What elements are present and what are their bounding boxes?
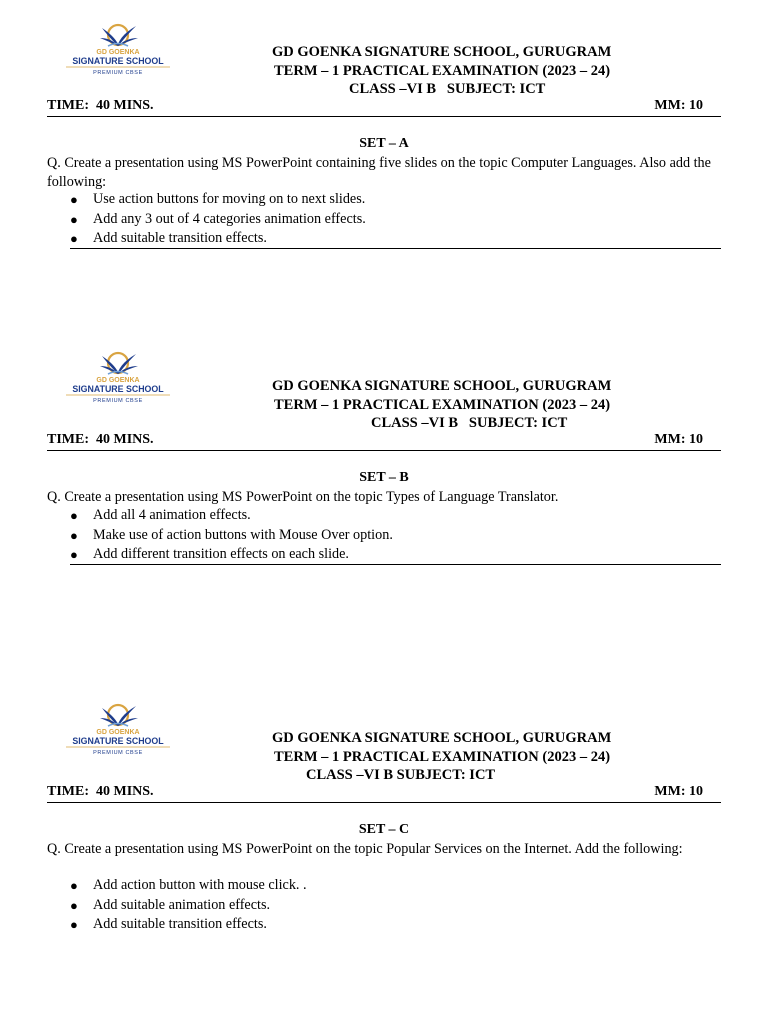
- bullet-icon: ●: [70, 508, 78, 523]
- set-title: SET – B: [359, 470, 409, 485]
- school-name: GD GOENKA SIGNATURE SCHOOL, GURUGRAM: [272, 44, 612, 60]
- bullet-icon: ●: [70, 527, 78, 543]
- list-item: ● Add suitable animation effects.: [70, 896, 307, 916]
- logo-emblem-icon: [62, 702, 174, 760]
- time-limit: TIME: 40 MINS.: [47, 98, 154, 113]
- school-logo: [62, 22, 174, 80]
- svg-text:GD GOENKA: GD GOENKA: [96, 377, 140, 384]
- class-subject: CLASS –VI B SUBJECT: ICT: [349, 81, 546, 97]
- svg-text:SIGNATURE SCHOOL: SIGNATURE SCHOOL: [72, 56, 164, 66]
- list-item: ● Add action button with mouse click. .: [70, 876, 307, 896]
- question-text: Q. Create a presentation using MS PowerPoint on the topic Popular Services on the Internet. Add the following:: [47, 841, 683, 857]
- bullet-icon: ●: [70, 231, 78, 246]
- max-marks: MM: 10: [654, 98, 703, 113]
- list-item: ● Add different transition effects on each slide.: [70, 545, 393, 565]
- section-divider: [70, 564, 721, 565]
- task-list: [70, 876, 307, 935]
- section-divider: [70, 248, 721, 249]
- svg-text:PREMIUM CBSE: PREMIUM CBSE: [93, 750, 143, 756]
- header-divider: [47, 116, 721, 117]
- bullet-icon: ●: [70, 211, 78, 227]
- class-subject: CLASS –VI B SUBJECT: ICT: [371, 415, 568, 431]
- max-marks: MM: 10: [654, 784, 703, 799]
- set-title: SET – A: [359, 136, 409, 151]
- list-item: ● Add suitable transition effects.: [70, 915, 307, 935]
- header-divider: [47, 450, 721, 451]
- list-item: ● Add suitable transition effects.: [70, 229, 366, 249]
- logo-emblem-icon: [62, 22, 174, 80]
- bullet-icon: ●: [70, 897, 78, 913]
- svg-text:GD GOENKA: GD GOENKA: [96, 729, 140, 736]
- exam-title: TERM – 1 PRACTICAL EXAMINATION (2023 – 24): [274, 397, 611, 413]
- list-item: ● Add any 3 out of 4 categories animation effects.: [70, 210, 366, 230]
- bullet-icon: ●: [70, 192, 78, 207]
- bullet-icon: ●: [70, 917, 78, 932]
- list-item: ● Use action buttons for moving on to next slides.: [70, 190, 366, 210]
- time-limit: TIME: 40 MINS.: [47, 784, 154, 799]
- list-item: ● Make use of action buttons with Mouse Over option.: [70, 526, 393, 546]
- school-name: GD GOENKA SIGNATURE SCHOOL, GURUGRAM: [272, 730, 612, 746]
- svg-text:GD GOENKA: GD GOENKA: [96, 49, 140, 56]
- bullet-icon: ●: [70, 878, 78, 893]
- svg-text:SIGNATURE SCHOOL: SIGNATURE SCHOOL: [72, 384, 164, 394]
- list-item: ● Add all 4 animation effects.: [70, 506, 393, 526]
- task-list: [70, 506, 393, 565]
- question-text: Q. Create a presentation using MS PowerPoint containing five slides on the topic Computer Languages. Also add the following:: [47, 155, 711, 190]
- svg-text:PREMIUM CBSE: PREMIUM CBSE: [93, 70, 143, 76]
- exam-title: TERM – 1 PRACTICAL EXAMINATION (2023 – 24): [274, 63, 611, 79]
- school-logo: [62, 350, 174, 408]
- set-title: SET – C: [358, 822, 410, 837]
- svg-text:PREMIUM CBSE: PREMIUM CBSE: [93, 398, 143, 404]
- task-list: [70, 190, 366, 249]
- question-text: Q. Create a presentation using MS PowerPoint on the topic Types of Language Translator.: [47, 489, 559, 505]
- exam-title: TERM – 1 PRACTICAL EXAMINATION (2023 – 24): [274, 749, 611, 765]
- max-marks: MM: 10: [654, 432, 703, 447]
- header-divider: [47, 802, 721, 803]
- bullet-icon: ●: [70, 547, 78, 562]
- svg-text:SIGNATURE SCHOOL: SIGNATURE SCHOOL: [72, 736, 164, 746]
- logo-emblem-icon: [62, 350, 174, 408]
- school-name: GD GOENKA SIGNATURE SCHOOL, GURUGRAM: [272, 378, 612, 394]
- time-limit: TIME: 40 MINS.: [47, 432, 154, 447]
- class-subject: CLASS –VI B SUBJECT: ICT: [306, 767, 496, 783]
- school-logo: [62, 702, 174, 760]
